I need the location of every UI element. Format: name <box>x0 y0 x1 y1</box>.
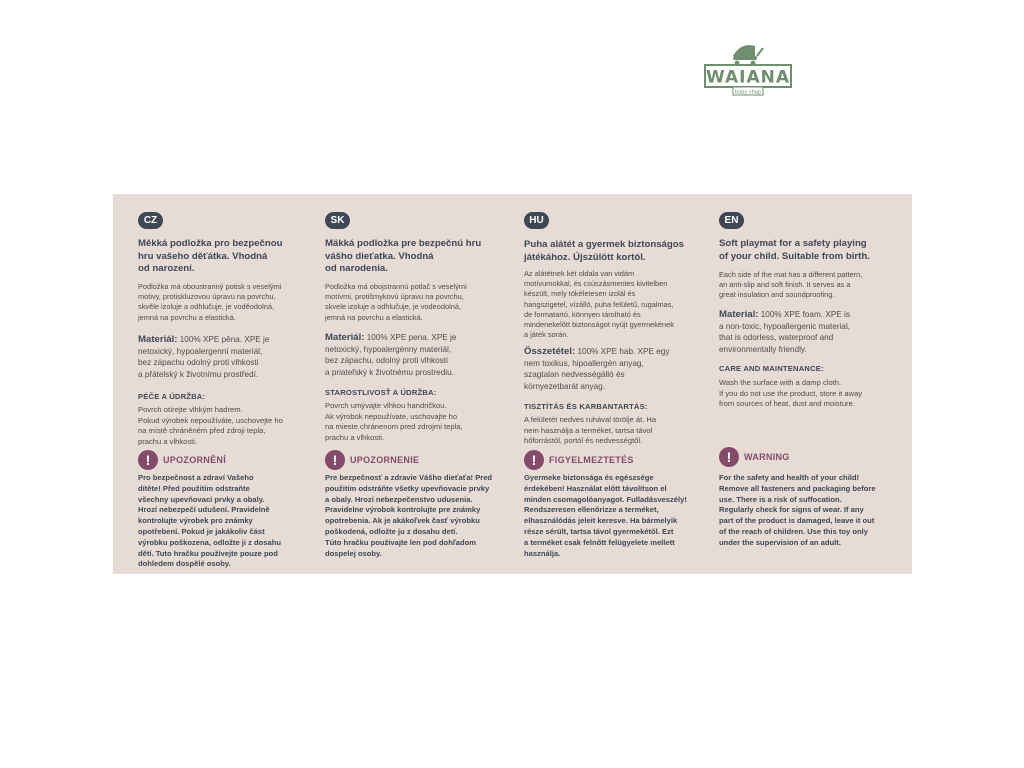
warning-icon: ! <box>719 447 739 467</box>
material-info: Materiál: 100% XPE pěna. XPE je netoxický, hypoalergenní materiál, bez zápachu odolný proti vlhkosti a přátelský k životnímu prostředí. <box>138 334 270 379</box>
language-badge: CZ <box>138 212 163 229</box>
waiana-logo <box>703 38 793 100</box>
column-description: Podložka má oboustranný potisk s veselými motivy, protiskluzovou úpravu na povrchu, skvěle izoluje a odhlučuje, je voděodolná, jemná na povrchu a elastická. <box>138 282 282 322</box>
material-info: Materiál: 100% XPE pena. XPE je netoxický, hypoalergénny materiál, bez zápachu, odolný proti vlhkosti a priateľský k životnému prostrediu. <box>325 332 457 377</box>
care-heading: STAROSTLIVOSŤ A ÚDRŽBA: <box>325 388 437 397</box>
warning-icon: ! <box>325 450 345 470</box>
column-description: Each side of the mat has a different pattern, an anti-slip and soft finish. It serves as a great insulation and soundproofing. <box>719 270 863 300</box>
care-text: Wash the surface with a damp cloth. If you do not use the product, store it away from sources of heat, dust and moisture. <box>719 378 863 409</box>
language-badge: HU <box>524 212 549 229</box>
warning-text: Gyermeke biztonsága és egészsége érdekében! Használat előtt távolítson el minden csomagolóanyagot. Fulladásveszély! Rendszeresen ellenőrizze a terméket, elhasználódás jeleit keresve. Ha bármelyik része sérült, tartsa távol gyermekétől. Ezt a terméket csak felnőtt felügyelete mellett használja. <box>524 473 687 558</box>
warning-text: Pre bezpečnosť a zdravie Vášho dieťaťa! Pred použitím odstráňte všetky upevňovacie prvky a obaly. Hrozí nebezpečenstvo udusenia. Pravidelne výrobok kontrolujte pre známky opotrebenia. Ak je akákoľvek časť výrobku poškodená, odložte ju z dosahu detí. Túto hračku používajte len pod dohľadom dospelej osoby. <box>325 473 493 558</box>
care-heading: TISZTÍTÁS ÉS KARBANTARTÁS: <box>524 402 648 411</box>
care-text: Povrch umývajte vlhkou handričkou. Ak výrobok nepoužívate, uschovajte ho na mieste chránenom pred zdrojmi tepla, prachu a vlhkosti. <box>325 401 463 442</box>
warning-icon: ! <box>138 450 158 470</box>
care-heading: PÉČE A ÚDRŽBA: <box>138 392 206 401</box>
care-heading: CARE AND MAINTENANCE: <box>719 364 824 373</box>
brand-text: WAIANA <box>705 67 791 88</box>
warning-text: For the safety and health of your child! Remove all fasteners and packaging before use. There is a risk of suffocation. Regularly check for signs of wear. If any part of the product is damaged, leave it out of the reach of children. Use this toy only under the supervision of an adult. <box>719 473 876 547</box>
material-info: Összetétel: 100% XPE hab. XPE egy nem toxikus, hipoallergén anyag, szagtalan nedvességálló és környezetbarát anyag. <box>524 346 670 391</box>
column-title: Soft playmat for a safety playing of your child. Suitable from birth. <box>719 238 870 262</box>
care-text: Povrch otírejte vlhkým hadrem. Pokud výrobek nepoužíváte, uschovejte ho na místě chráněném před zdroji tepla, prachu a vlhkosti. <box>138 405 283 446</box>
column-title: Měkká podložka pro bezpečnou hru vašeho děťátka. Vhodná od narození. <box>138 238 283 275</box>
warning-text: Pro bezpečnost a zdraví Vašeho dítěte! Před použitím odstraňte všechny upevňovací prvky a obaly. Hrozí nebezpečí udušení. Pravidelně kontrolujte výrobek pro známky opotřebení. Pokud je jakákoliv část výrobku poškozena, odložte ji z dosahu dětí. Tuto hračku používejte pouze pod dohledem dospělé osoby. <box>138 473 282 569</box>
warning-icon: ! <box>524 450 544 470</box>
material-info: Material: 100% XPE foam. XPE is a non-toxic, hypoallergenic material, that is odorless, waterproof and environmentally friendly. <box>719 309 851 354</box>
column-title: Puha alátét a gyermek biztonságos játékához. Újszülött kortól. <box>524 239 684 263</box>
stroller-logo-icon <box>703 38 793 100</box>
column-title: Mäkká podložka pre bezpečnú hru vášho dieťatka. Vhodná od narodenia. <box>325 238 482 275</box>
column-description: Az alátétnek két oldala van vidám motívumokkal, és csúszásmentes kivitelben készült, mely tökéletesen izolál és hangszigetel, vízálló, puha felületű, rugalmas, de formatartó, könnyen tárolható és mindenekelőtt biztonságot nyújt gyermekének a játék során. <box>524 269 674 340</box>
language-badge: SK <box>325 212 350 229</box>
column-description: Podložka má obojstrannú potlač s veselými motívmi, protišmykovú úpravu na povrchu, skvele izoluje a odhlučuje, je vodeodolná, jemná na povrchu a elastická. <box>325 282 467 322</box>
tagline-text: baby shop <box>735 89 761 96</box>
language-badge: EN <box>719 212 744 229</box>
instructions-panel: CZ Měkká podložka pro bezpečnou hru vašeho děťátka. Vhodná od narození. Podložka má oboustranný potisk s veselými motivy, protiskluzovou úpravu na povrchu, skvěle izoluje a odhlučuje, je voděodolná, jemná na povrchu a elastická. Materiál: 100% XPE pěna. XPE je netoxický, hypoalergenní materiál, bez zápachu odolný proti vlhkosti a přátelský k životnímu prostředí. PÉČE A ÚDRŽBA: Povrch otírejte vlhkým hadrem. Pokud výrobek nepoužíváte, uschovejte ho na místě chráněném před zdroji tepla, prachu a vlhkosti. ! UPOZORNĚNÍ Pro bezpečnost a zdraví Vašeho dítěte! Před použitím odstraňte všechny upevňovací prvky a obaly. Hrozí nebezpečí udušení. Pravidelně kontrolujte výrobek pro známky opotřebení. Pokud je jakákoliv část výrobku poškozena, odložte ji z dosahu dětí. Tuto hračku používejte pouze pod dohledem dospělé osoby. SK Mäkká podložka pre bezpečnú hru vášho dieťatka. Vhodná od narodenia. Podložka má obojstrannú potlač s veselými motívmi, protišmykovú úpravu na povrchu, skvele izoluje a odhlučuje, je vodeodolná, jemná na povrchu a elastická. Materiál: 100% XPE pena. XPE je netoxický, hypoalergénny materiál, bez zápachu, odolný proti vlhkosti a priateľský k životnému prostrediu. STAROSTLIVOSŤ A ÚDRŽBA: Povrch umývajte vlhkou handričkou. Ak výrobok nepoužívate, uschovajte ho na mieste chránenom pred zdrojmi tepla, prachu a vlhkosti. ! UPOZORNENIE Pre bezpečnosť a zdravie Vášho dieťaťa! Pred použitím odstráňte všetky upevňovacie prvky a obaly. Hrozí nebezpečenstvo udusenia. Pravidelne výrobok kontrolujte pre známky opotrebenia. Ak je akákoľvek časť výrobku poškodená, odložte ju z dosahu detí. Túto hračku používajte len pod dohľadom dospelej osoby. HU Puha alátét a gyermek biztonságos játékához. Újszülött kortól. Az alátétnek két oldala van vidám motívumokkal, és csúszásmentes kivitelben készült, mely tökéletesen izolál és hangszigetel, vízálló, puha felületű, rugalmas, de formatartó, könnyen tárolható és mindenekelőtt biztonságot nyújt gyermekének a játék során. Összetétel: 100% XPE hab. XPE egy nem toxikus, hipoallergén anyag, szagtalan nedvességálló és környezetbarát anyag. TISZTÍTÁS ÉS KARBANTARTÁS: A felületét nedves ruhával törölje át. Ha nem használja a terméket, tartsa távol hőforrástól, portól és nedvességtől. ! FIGYELMEZTETÉS Gyermeke biztonsága és egészsége érdekében! Használat előtt távolítson el minden csomagolóanyagot. Fulladásveszély! Rendszeresen ellenőrizze a terméket, elhasználódás jeleit keresve. Ha bármelyik része sérült, tartsa távol gyermekétől. Ezt a terméket csak felnőtt felügyelete mellett használja. EN Soft playmat for a safety playing of your child. Suitable from birth. Each side of the mat has a different pattern, an anti-slip and soft finish. It serves as a great insulation and soundproofing. Material: 100% XPE foam. XPE is a non-toxic, hypoallergenic material, that is odorless, waterproof and environmentally friendly. CARE AND MAINTENANCE: Wash the surface with a damp cloth. If you do not use the product, store it away from sources of heat, dust and moisture. ! WARNING For the safety and health of your child! Remove all fasteners and packaging before use. There is a risk of suffocation. Regularly check for signs of wear. If any part of the product is damaged, leave it out of the reach of children. Use this toy only under the supervision of an adult. <box>113 194 912 574</box>
care-text: A felületét nedves ruhával törölje át. Ha nem használja a terméket, tartsa távol hőforrástól, portól és nedvességtől. <box>524 415 657 446</box>
